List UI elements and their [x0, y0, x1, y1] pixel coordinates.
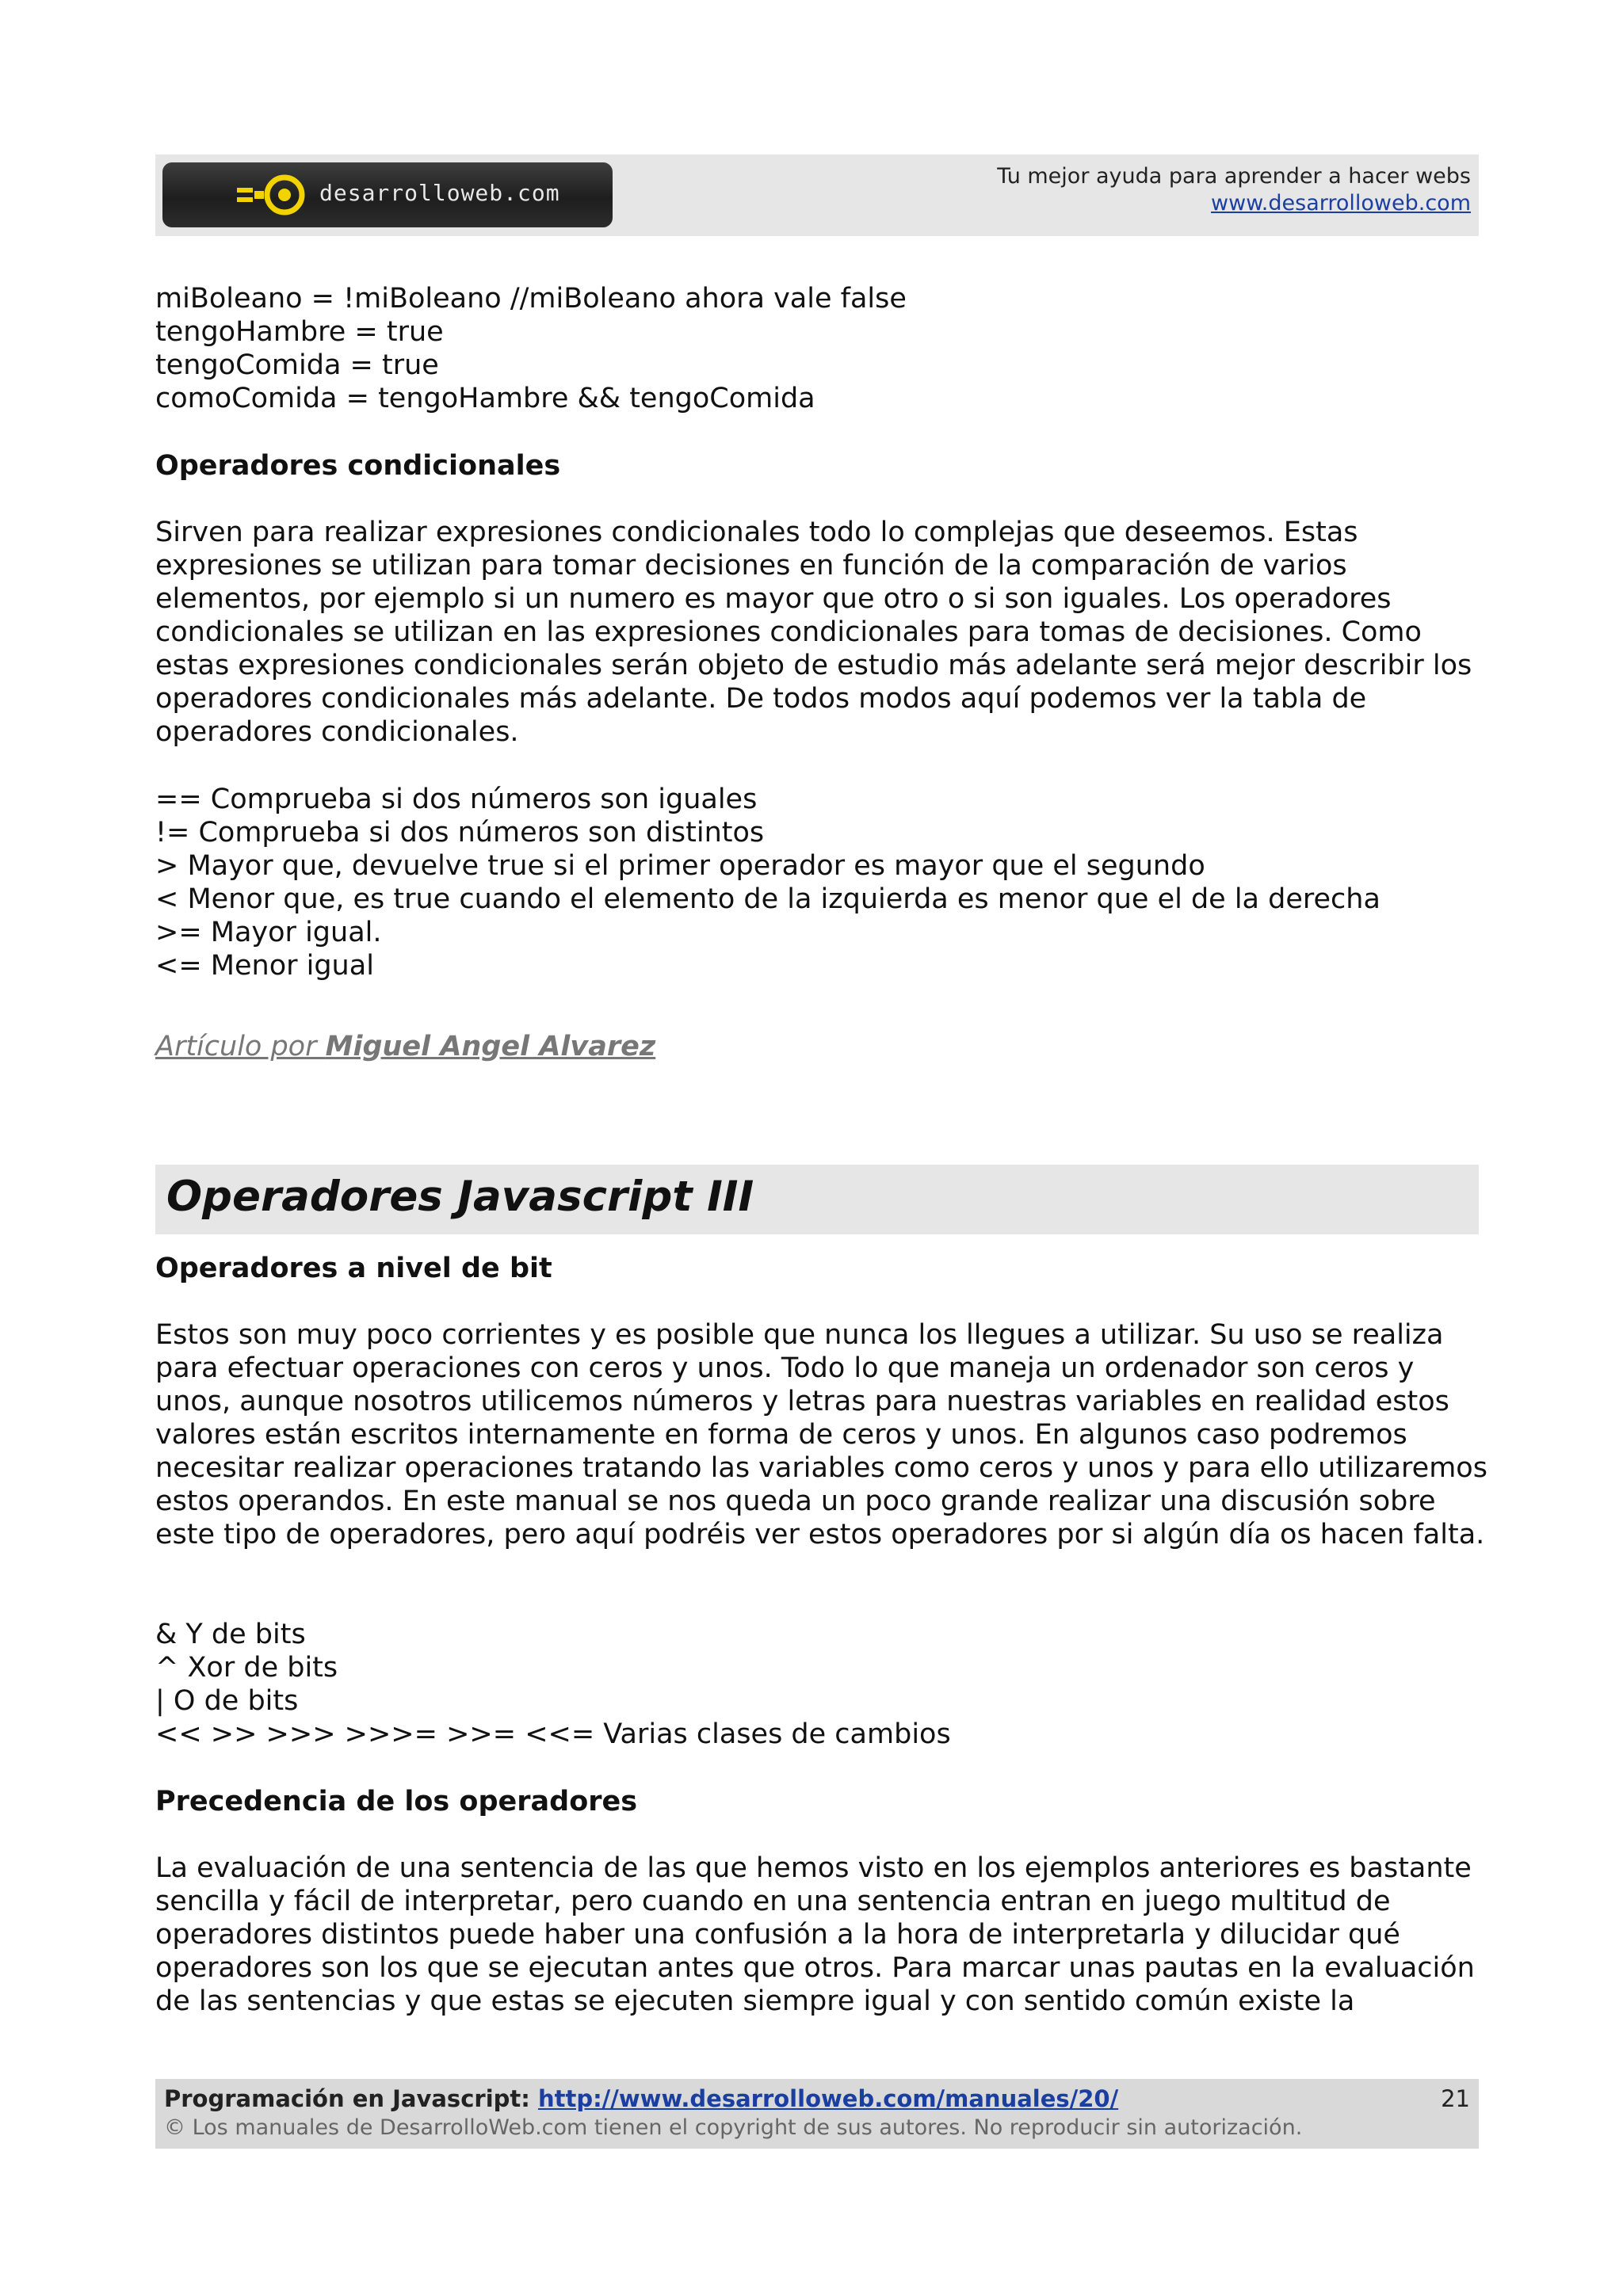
list-item: > Mayor que, devuelve true si el primer operador es mayor que el segundo [155, 850, 1205, 882]
list-item: << >> >>> >>>= >>= <<= Varias clases de cambios [155, 1718, 951, 1750]
header-site-link[interactable]: www.desarrolloweb.com [1211, 191, 1471, 215]
paragraph-line: expresiones se utilizan para tomar decisiones en función de la comparación de varios [155, 550, 1347, 582]
page-number: 21 [1441, 2085, 1470, 2112]
section-title-bar [155, 1165, 1479, 1234]
site-logo [162, 162, 613, 227]
footer-copyright: © Los manuales de DesarrolloWeb.com tienen el copyright de sus autores. No reproducir sin autorización. [164, 2115, 1303, 2140]
list-item: < Menor que, es true cuando el elemento de la izquierda es menor que el de la derecha [155, 883, 1381, 915]
footer-manual-label: Programación en Javascript: [164, 2085, 538, 2112]
header-tagline: Tu mejor ayuda para aprender a hacer webs [997, 164, 1471, 189]
code-line: tengoHambre = true [155, 316, 444, 348]
page-header [155, 154, 1479, 236]
section-title: Operadores Javascript III [166, 1173, 754, 1221]
logo-text: desarrolloweb.com [319, 180, 560, 206]
author-prefix: Artículo por [155, 1031, 326, 1062]
paragraph-line: este tipo de operadores, pero aquí podréis ver estos operadores por si algún día os hacen falta. [155, 1519, 1485, 1550]
paragraph-line: sencilla y fácil de interpretar, pero cuando en una sentencia entran en juego multitud de [155, 1886, 1391, 1917]
author-link[interactable] [155, 1030, 655, 1063]
paragraph-line: necesitar realizar operaciones tratando las variables como ceros y unos y para ello utilizaremos [155, 1452, 1487, 1484]
footer-manual [164, 2085, 1118, 2112]
code-line: miBoleano = !miBoleano //miBoleano ahora vale false [155, 283, 907, 315]
paragraph-line: operadores condicionales más adelante. De todos modos aquí podemos ver la tabla de [155, 683, 1367, 715]
page-footer [155, 2079, 1479, 2149]
paragraph-line: elementos, por ejemplo si un numero es mayor que otro o si son iguales. Los operadores [155, 583, 1392, 615]
paragraph-line: para efectuar operaciones con ceros y unos. Todo lo que maneja un ordenador son ceros y [155, 1352, 1415, 1384]
list-item: >= Mayor igual. [155, 917, 382, 948]
paragraph-line: La evaluación de una sentencia de las que hemos visto en los ejemplos anteriores es bastante [155, 1852, 1472, 1884]
paragraph-line: unos, aunque nosotros utilicemos números y letras para nuestras variables en realidad estos [155, 1386, 1449, 1417]
paragraph-line: condicionales se utilizan en las expresiones condicionales para tomas de decisiones. Como [155, 616, 1422, 648]
author-name: Miguel Angel Alvarez [325, 1031, 656, 1062]
list-item: & Y de bits [155, 1619, 306, 1650]
paragraph-line: Sirven para realizar expresiones condicionales todo lo complejas que deseemos. Estas [155, 517, 1358, 548]
subheading-bit: Operadores a nivel de bit [155, 1253, 552, 1284]
footer-manual-link[interactable]: http://www.desarrolloweb.com/manuales/20/ [537, 2085, 1119, 2112]
list-item: != Comprueba si dos números son distintos [155, 817, 765, 849]
logo-mark-icon [235, 174, 315, 216]
list-item: ^ Xor de bits [155, 1652, 338, 1684]
paragraph-line: valores están escritos internamente en forma de ceros y unos. En algunos caso podremos [155, 1419, 1407, 1451]
list-item: == Comprueba si dos números son iguales [155, 784, 758, 815]
paragraph-line: de las sentencias y que estas se ejecuten siempre igual y con sentido común existe la [155, 1985, 1355, 2017]
paragraph-line: estas expresiones condicionales serán objeto de estudio más adelante será mejor describir los [155, 650, 1472, 681]
code-line: tengoComida = true [155, 349, 439, 381]
paragraph-line: Estos son muy poco corrientes y es posible que nunca los llegues a utilizar. Su uso se realiza [155, 1319, 1444, 1351]
subheading-condicionales: Operadores condicionales [155, 450, 561, 482]
list-item: | O de bits [155, 1685, 299, 1717]
paragraph-line: operadores son los que se ejecutan antes que otros. Para marcar unas pautas en la evaluación [155, 1952, 1475, 1984]
paragraph-line: operadores distintos puede haber una confusión a la hora de interpretarla y dilucidar qué [155, 1919, 1400, 1951]
subheading-precedencia: Precedencia de los operadores [155, 1786, 638, 1817]
code-line: comoComida = tengoHambre && tengoComida [155, 383, 815, 414]
list-item: <= Menor igual [155, 950, 374, 982]
paragraph-line: operadores condicionales. [155, 716, 519, 748]
paragraph-line: estos operandos. En este manual se nos queda un poco grande realizar una discusión sobre [155, 1486, 1436, 1517]
